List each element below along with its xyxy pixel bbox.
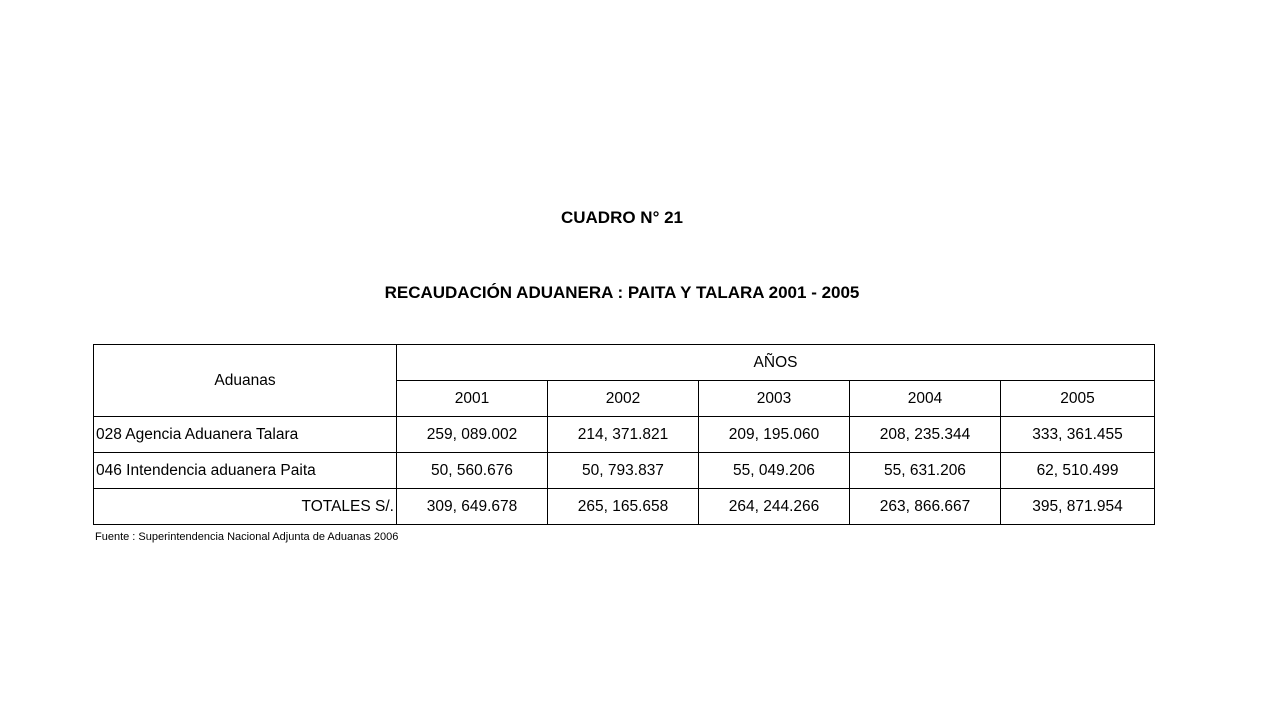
table-cell: 214, 371.821 (548, 417, 699, 453)
header-year: 2003 (699, 381, 850, 417)
header-aduanas: Aduanas (94, 345, 397, 417)
row-label: 028 Agencia Aduanera Talara (94, 417, 397, 453)
totals-cell: 309, 649.678 (397, 489, 548, 525)
row-label: 046 Intendencia aduanera Paita (94, 453, 397, 489)
table-caption: RECAUDACIÓN ADUANERA : PAITA Y TALARA 2001 - 2005 (384, 283, 860, 302)
table-cell: 50, 560.676 (397, 453, 548, 489)
totals-cell: 264, 244.266 (699, 489, 850, 525)
header-row (94, 345, 1155, 381)
table-cell: 50, 793.837 (548, 453, 699, 489)
table-cell: 55, 049.206 (699, 453, 850, 489)
totals-label: TOTALES S/. (94, 489, 397, 525)
header-year: 2002 (548, 381, 699, 417)
totals-row (94, 489, 1155, 525)
header-year: 2004 (850, 381, 1001, 417)
table-row (94, 417, 1155, 453)
header-year: 2005 (1001, 381, 1155, 417)
totals-cell: 395, 871.954 (1001, 489, 1155, 525)
totals-cell: 265, 165.658 (548, 489, 699, 525)
table-cell: 259, 089.002 (397, 417, 548, 453)
header-years-group: AÑOS (397, 345, 1155, 381)
table-cell: 62, 510.499 (1001, 453, 1155, 489)
header-year: 2001 (397, 381, 548, 417)
source-footnote: Fuente : Superintendencia Nacional Adjunta de Aduanas 2006 (95, 531, 399, 543)
table-row (94, 453, 1155, 489)
table-number-title: CUADRO N° 21 (560, 208, 684, 227)
table-cell: 208, 235.344 (850, 417, 1001, 453)
revenue-table (93, 344, 1155, 525)
table-cell: 55, 631.206 (850, 453, 1001, 489)
table-cell: 209, 195.060 (699, 417, 850, 453)
totals-cell: 263, 866.667 (850, 489, 1001, 525)
table-cell: 333, 361.455 (1001, 417, 1155, 453)
